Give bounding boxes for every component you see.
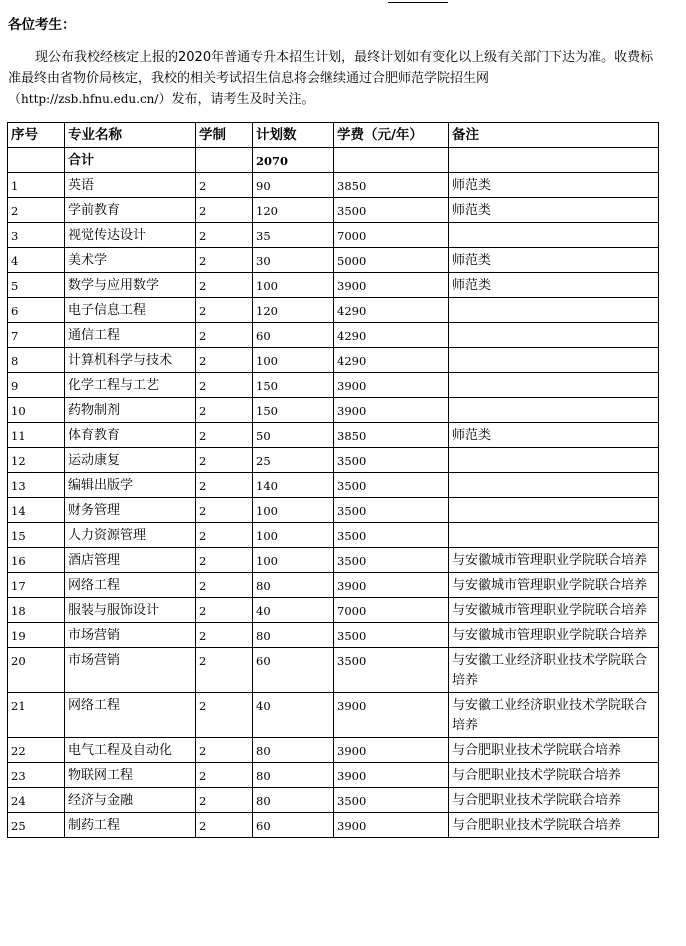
table-row — [8, 323, 659, 348]
table-row — [8, 788, 659, 813]
table-row — [8, 273, 659, 298]
row-fee: 3900 — [334, 693, 449, 738]
row-no: 19 — [8, 623, 65, 648]
greeting-heading: 各位考生： — [8, 17, 76, 33]
table-row — [8, 423, 659, 448]
row-no: 24 — [8, 788, 65, 813]
row-plan: 30 — [253, 248, 334, 273]
row-no: 8 — [8, 348, 65, 373]
row-years: 2 — [196, 348, 253, 373]
row-note — [449, 473, 659, 498]
row-note: 与安徽工业经济职业技术学院联合培养 — [449, 693, 659, 738]
row-years: 2 — [196, 498, 253, 523]
row-major: 人力资源管理 — [65, 523, 196, 548]
row-plan: 40 — [253, 598, 334, 623]
row-note: 与合肥职业技术学院联合培养 — [449, 788, 659, 813]
row-note — [449, 323, 659, 348]
row-no: 9 — [8, 373, 65, 398]
table-row — [8, 473, 659, 498]
row-fee: 3500 — [334, 648, 449, 693]
table-row — [8, 573, 659, 598]
row-plan: 100 — [253, 348, 334, 373]
row-fee: 4290 — [334, 298, 449, 323]
row-years: 2 — [196, 738, 253, 763]
row-no: 13 — [8, 473, 65, 498]
row-plan: 35 — [253, 223, 334, 248]
row-major: 酒店管理 — [65, 548, 196, 573]
row-note: 与合肥职业技术学院联合培养 — [449, 738, 659, 763]
row-major: 视觉传达设计 — [65, 223, 196, 248]
row-major: 市场营销 — [65, 648, 196, 693]
row-note — [449, 348, 659, 373]
table-row — [8, 373, 659, 398]
row-plan: 80 — [253, 763, 334, 788]
table-row — [8, 348, 659, 373]
row-major: 电气工程及自动化 — [65, 738, 196, 763]
row-note: 与安徽城市管理职业学院联合培养 — [449, 623, 659, 648]
row-major: 服装与服饰设计 — [65, 598, 196, 623]
row-plan: 120 — [253, 198, 334, 223]
row-years: 2 — [196, 813, 253, 838]
row-plan: 100 — [253, 548, 334, 573]
table-row — [8, 198, 659, 223]
row-major: 网络工程 — [65, 693, 196, 738]
row-note: 师范类 — [449, 198, 659, 223]
row-note: 与合肥职业技术学院联合培养 — [449, 763, 659, 788]
row-no: 21 — [8, 693, 65, 738]
row-major: 药物制剂 — [65, 398, 196, 423]
table-row — [8, 523, 659, 548]
row-major: 电子信息工程 — [65, 298, 196, 323]
row-no: 20 — [8, 648, 65, 693]
table-row — [8, 448, 659, 473]
row-no: 6 — [8, 298, 65, 323]
row-no: 3 — [8, 223, 65, 248]
row-no: 11 — [8, 423, 65, 448]
row-fee: 3500 — [334, 623, 449, 648]
row-years: 2 — [196, 693, 253, 738]
row-fee: 3850 — [334, 173, 449, 198]
row-note — [449, 523, 659, 548]
table-row — [8, 173, 659, 198]
header-no: 序号 — [8, 123, 65, 148]
header-fee: 学费（元/年） — [334, 123, 449, 148]
row-plan: 100 — [253, 523, 334, 548]
table-row — [8, 498, 659, 523]
total-row — [8, 148, 659, 173]
row-plan: 150 — [253, 373, 334, 398]
row-no: 17 — [8, 573, 65, 598]
row-years: 2 — [196, 198, 253, 223]
row-no: 22 — [8, 738, 65, 763]
row-no: 10 — [8, 398, 65, 423]
table-header-row — [8, 123, 659, 148]
total-note-cell — [449, 148, 659, 173]
table-row — [8, 298, 659, 323]
row-note — [449, 448, 659, 473]
row-note: 师范类 — [449, 423, 659, 448]
row-note: 与安徽城市管理职业学院联合培养 — [449, 598, 659, 623]
table-row — [8, 398, 659, 423]
row-years: 2 — [196, 398, 253, 423]
row-plan: 100 — [253, 498, 334, 523]
row-no: 15 — [8, 523, 65, 548]
row-major: 学前教育 — [65, 198, 196, 223]
row-major: 运动康复 — [65, 448, 196, 473]
header-years: 学制 — [196, 123, 253, 148]
row-plan: 40 — [253, 693, 334, 738]
top-cut-caption — [388, 0, 448, 3]
intro-line-1 — [8, 47, 686, 68]
row-no: 7 — [8, 323, 65, 348]
row-years: 2 — [196, 763, 253, 788]
row-years: 2 — [196, 323, 253, 348]
row-no: 12 — [8, 448, 65, 473]
row-fee: 4290 — [334, 348, 449, 373]
row-years: 2 — [196, 223, 253, 248]
row-years: 2 — [196, 448, 253, 473]
admission-site-link[interactable]: http://zsb.hfnu.edu.cn/ — [21, 92, 159, 106]
total-label: 合计 — [65, 148, 196, 173]
row-major: 通信工程 — [65, 323, 196, 348]
row-years: 2 — [196, 598, 253, 623]
row-fee: 3500 — [334, 788, 449, 813]
row-no: 2 — [8, 198, 65, 223]
row-fee: 3500 — [334, 473, 449, 498]
row-fee: 3900 — [334, 373, 449, 398]
intro-line-2: 准最终由省物价局核定，我校的相关考试招生信息将会继续通过合肥师范学院招生网 — [8, 71, 490, 86]
total-years-cell — [196, 148, 253, 173]
total-fee-cell — [334, 148, 449, 173]
row-years: 2 — [196, 423, 253, 448]
row-major: 化学工程与工艺 — [65, 373, 196, 398]
row-no: 18 — [8, 598, 65, 623]
row-plan: 60 — [253, 323, 334, 348]
row-major: 数学与应用数学 — [65, 273, 196, 298]
row-fee: 7000 — [334, 223, 449, 248]
total-plan: 2070 — [253, 148, 334, 173]
row-major: 编辑出版学 — [65, 473, 196, 498]
row-fee: 3500 — [334, 548, 449, 573]
table-row — [8, 738, 659, 763]
paren-open: （ — [8, 92, 22, 107]
row-note: 师范类 — [449, 248, 659, 273]
row-note — [449, 373, 659, 398]
row-plan: 60 — [253, 813, 334, 838]
row-fee: 3850 — [334, 423, 449, 448]
row-no: 23 — [8, 763, 65, 788]
row-fee: 5000 — [334, 248, 449, 273]
row-years: 2 — [196, 473, 253, 498]
row-fee: 3500 — [334, 198, 449, 223]
header-plan: 计划数 — [253, 123, 334, 148]
row-major: 美术学 — [65, 248, 196, 273]
row-plan: 120 — [253, 298, 334, 323]
row-note — [449, 498, 659, 523]
row-plan: 50 — [253, 423, 334, 448]
row-plan: 80 — [253, 788, 334, 813]
row-major: 市场营销 — [65, 623, 196, 648]
header-major: 专业名称 — [65, 123, 196, 148]
table-row — [8, 648, 659, 693]
table-row — [8, 693, 659, 738]
intro-paragraph — [8, 47, 686, 110]
row-years: 2 — [196, 173, 253, 198]
row-plan: 25 — [253, 448, 334, 473]
intro-text-1: 现公布我校经核定上报的2020年普通专升本招生计划，最终计划如有变化以上级有关部门下达为准。收费标 — [35, 50, 654, 65]
table-row — [8, 548, 659, 573]
row-major: 财务管理 — [65, 498, 196, 523]
row-plan: 140 — [253, 473, 334, 498]
table-row — [8, 248, 659, 273]
row-note: 与安徽工业经济职业技术学院联合培养 — [449, 648, 659, 693]
row-fee: 3900 — [334, 763, 449, 788]
intro-text-3: ）发布，请考生及时关注。 — [158, 92, 315, 107]
row-fee: 3900 — [334, 398, 449, 423]
row-plan: 60 — [253, 648, 334, 693]
table-row — [8, 598, 659, 623]
row-years: 2 — [196, 373, 253, 398]
row-note — [449, 398, 659, 423]
row-note: 师范类 — [449, 273, 659, 298]
row-plan: 80 — [253, 738, 334, 763]
intro-line-3 — [8, 89, 686, 110]
row-years: 2 — [196, 523, 253, 548]
row-fee: 3900 — [334, 573, 449, 598]
row-major: 英语 — [65, 173, 196, 198]
row-major: 制药工程 — [65, 813, 196, 838]
table-row — [8, 813, 659, 838]
header-note: 备注 — [449, 123, 659, 148]
row-years: 2 — [196, 648, 253, 693]
row-major: 物联网工程 — [65, 763, 196, 788]
table-row — [8, 623, 659, 648]
row-note — [449, 298, 659, 323]
row-note: 与安徽城市管理职业学院联合培养 — [449, 573, 659, 598]
row-fee: 3500 — [334, 523, 449, 548]
row-years: 2 — [196, 548, 253, 573]
row-fee: 3500 — [334, 498, 449, 523]
row-fee: 3900 — [334, 738, 449, 763]
row-fee: 4290 — [334, 323, 449, 348]
enrollment-plan-table — [7, 122, 659, 838]
row-no: 16 — [8, 548, 65, 573]
row-note: 与合肥职业技术学院联合培养 — [449, 813, 659, 838]
row-note — [449, 223, 659, 248]
row-plan: 150 — [253, 398, 334, 423]
row-major: 经济与金融 — [65, 788, 196, 813]
row-note: 与安徽城市管理职业学院联合培养 — [449, 548, 659, 573]
row-note: 师范类 — [449, 173, 659, 198]
row-fee: 7000 — [334, 598, 449, 623]
row-years: 2 — [196, 788, 253, 813]
table-row — [8, 223, 659, 248]
row-years: 2 — [196, 273, 253, 298]
row-fee: 3500 — [334, 448, 449, 473]
row-no: 1 — [8, 173, 65, 198]
row-fee: 3900 — [334, 813, 449, 838]
row-years: 2 — [196, 573, 253, 598]
row-no: 25 — [8, 813, 65, 838]
table-row — [8, 763, 659, 788]
row-plan: 90 — [253, 173, 334, 198]
row-no: 4 — [8, 248, 65, 273]
row-fee: 3900 — [334, 273, 449, 298]
row-major: 网络工程 — [65, 573, 196, 598]
row-major: 体育教育 — [65, 423, 196, 448]
total-no-cell — [8, 148, 65, 173]
row-years: 2 — [196, 623, 253, 648]
row-major: 计算机科学与技术 — [65, 348, 196, 373]
row-no: 5 — [8, 273, 65, 298]
row-plan: 80 — [253, 573, 334, 598]
row-years: 2 — [196, 248, 253, 273]
row-no: 14 — [8, 498, 65, 523]
row-plan: 80 — [253, 623, 334, 648]
row-plan: 100 — [253, 273, 334, 298]
row-years: 2 — [196, 298, 253, 323]
